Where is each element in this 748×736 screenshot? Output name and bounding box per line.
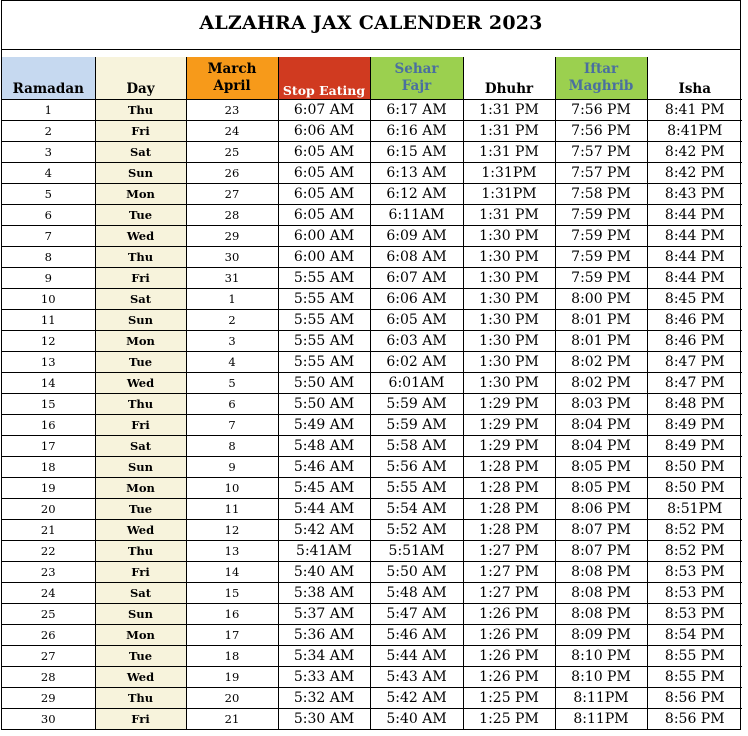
dhuhr-cell: 1:31 PM	[463, 142, 555, 163]
date-cell: 16	[186, 604, 278, 625]
date-cell: 28	[186, 205, 278, 226]
maghrib-cell: 7:57 PM	[555, 142, 647, 163]
date-cell: 23	[186, 100, 278, 121]
dhuhr-cell: 1:30 PM	[463, 226, 555, 247]
ramadan-number-cell: 16	[2, 415, 95, 436]
maghrib-cell: 8:11PM	[555, 709, 647, 730]
maghrib-cell: 7:59 PM	[555, 205, 647, 226]
day-cell: Tue	[95, 499, 186, 520]
fajr-cell: 6:13 AM	[370, 163, 463, 184]
stop-eating-cell: 5:45 AM	[278, 478, 370, 499]
isha-cell: 8:56 PM	[647, 688, 742, 709]
date-cell: 1	[186, 289, 278, 310]
ramadan-number-cell: 22	[2, 541, 95, 562]
date-cell: 30	[186, 247, 278, 268]
fajr-cell: 5:40 AM	[370, 709, 463, 730]
isha-cell: 8:41 PM	[647, 100, 742, 121]
stop-eating-cell: 5:49 AM	[278, 415, 370, 436]
table-row	[2, 436, 742, 457]
stop-eating-cell: 6:05 AM	[278, 142, 370, 163]
isha-cell: 8:45 PM	[647, 289, 742, 310]
date-cell: 19	[186, 667, 278, 688]
maghrib-cell: 7:59 PM	[555, 226, 647, 247]
table-row	[2, 268, 742, 289]
day-cell: Mon	[95, 625, 186, 646]
maghrib-cell: 7:56 PM	[555, 100, 647, 121]
dhuhr-cell: 1:28 PM	[463, 457, 555, 478]
maghrib-cell: 7:56 PM	[555, 121, 647, 142]
stop-eating-cell: 5:30 AM	[278, 709, 370, 730]
day-cell: Sun	[95, 163, 186, 184]
maghrib-cell: 7:58 PM	[555, 184, 647, 205]
isha-cell: 8:52 PM	[647, 520, 742, 541]
isha-cell: 8:44 PM	[647, 226, 742, 247]
dhuhr-cell: 1:25 PM	[463, 688, 555, 709]
day-cell: Tue	[95, 646, 186, 667]
dhuhr-cell: 1:30 PM	[463, 268, 555, 289]
dhuhr-cell: 1:30 PM	[463, 247, 555, 268]
month-header	[186, 57, 278, 100]
date-cell: 13	[186, 541, 278, 562]
ramadan-number-cell: 12	[2, 331, 95, 352]
maghrib-cell: 8:06 PM	[555, 499, 647, 520]
stop-eating-cell: 6:06 AM	[278, 121, 370, 142]
isha-cell: 8:55 PM	[647, 646, 742, 667]
date-cell: 4	[186, 352, 278, 373]
ramadan-number-cell: 5	[2, 184, 95, 205]
day-cell: Sun	[95, 457, 186, 478]
iftar-header	[555, 57, 647, 100]
ramadan-number-cell: 11	[2, 310, 95, 331]
date-cell: 27	[186, 184, 278, 205]
table-row	[2, 478, 742, 499]
table-row	[2, 121, 742, 142]
fajr-cell: 6:15 AM	[370, 142, 463, 163]
table-row	[2, 667, 742, 688]
stop-eating-cell: 5:32 AM	[278, 688, 370, 709]
isha-cell: 8:53 PM	[647, 583, 742, 604]
dhuhr-header: Dhuhr	[463, 57, 555, 100]
table-row	[2, 583, 742, 604]
isha-cell: 8:50 PM	[647, 457, 742, 478]
dhuhr-cell: 1:29 PM	[463, 394, 555, 415]
maghrib-cell: 8:11PM	[555, 688, 647, 709]
maghrib-cell: 8:01 PM	[555, 310, 647, 331]
fajr-cell: 5:59 AM	[370, 394, 463, 415]
dhuhr-cell: 1:30 PM	[463, 373, 555, 394]
fajr-cell: 5:44 AM	[370, 646, 463, 667]
fajr-cell: 5:48 AM	[370, 583, 463, 604]
isha-cell: 8:42 PM	[647, 163, 742, 184]
date-cell: 9	[186, 457, 278, 478]
page-title: ALZAHRA JAX CALENDER 2023	[2, 0, 740, 50]
isha-cell: 8:51PM	[647, 499, 742, 520]
stop-eating-cell: 5:55 AM	[278, 352, 370, 373]
isha-cell: 8:41PM	[647, 121, 742, 142]
isha-cell: 8:49 PM	[647, 415, 742, 436]
dhuhr-cell: 1:27 PM	[463, 562, 555, 583]
fajr-cell: 5:52 AM	[370, 520, 463, 541]
fajr-cell: 5:54 AM	[370, 499, 463, 520]
isha-cell: 8:44 PM	[647, 205, 742, 226]
fajr-cell: 5:46 AM	[370, 625, 463, 646]
table-row	[2, 142, 742, 163]
table-row	[2, 604, 742, 625]
ramadan-number-cell: 3	[2, 142, 95, 163]
date-cell: 15	[186, 583, 278, 604]
ramadan-number-cell: 23	[2, 562, 95, 583]
dhuhr-cell: 1:29 PM	[463, 415, 555, 436]
maghrib-cell: 7:59 PM	[555, 268, 647, 289]
dhuhr-cell: 1:30 PM	[463, 310, 555, 331]
title-gap	[2, 50, 740, 57]
day-cell: Wed	[95, 226, 186, 247]
dhuhr-cell: 1:30 PM	[463, 331, 555, 352]
dhuhr-cell: 1:27 PM	[463, 583, 555, 604]
date-cell: 26	[186, 163, 278, 184]
day-cell: Tue	[95, 205, 186, 226]
dhuhr-cell: 1:26 PM	[463, 625, 555, 646]
ramadan-number-cell: 15	[2, 394, 95, 415]
fajr-cell: 5:47 AM	[370, 604, 463, 625]
dhuhr-cell: 1:26 PM	[463, 667, 555, 688]
ramadan-number-cell: 6	[2, 205, 95, 226]
dhuhr-cell: 1:31 PM	[463, 100, 555, 121]
fajr-cell: 5:51AM	[370, 541, 463, 562]
dhuhr-cell: 1:27 PM	[463, 541, 555, 562]
fajr-cell: 5:59 AM	[370, 415, 463, 436]
iftar-header-line1: Iftar	[583, 60, 619, 77]
stop-eating-cell: 5:55 AM	[278, 268, 370, 289]
maghrib-cell: 8:07 PM	[555, 541, 647, 562]
isha-cell: 8:52 PM	[647, 541, 742, 562]
sehar-header-line1: Sehar	[394, 60, 439, 77]
maghrib-cell: 8:10 PM	[555, 667, 647, 688]
table-row	[2, 541, 742, 562]
stop-eating-cell: 5:44 AM	[278, 499, 370, 520]
dhuhr-cell: 1:29 PM	[463, 436, 555, 457]
maghrib-cell: 8:05 PM	[555, 478, 647, 499]
fajr-cell: 5:58 AM	[370, 436, 463, 457]
stop-eating-cell: 5:41AM	[278, 541, 370, 562]
dhuhr-cell: 1:25 PM	[463, 709, 555, 730]
date-cell: 29	[186, 226, 278, 247]
fajr-cell: 5:56 AM	[370, 457, 463, 478]
dhuhr-cell: 1:30 PM	[463, 289, 555, 310]
table-row	[2, 415, 742, 436]
stop-eating-cell: 5:55 AM	[278, 289, 370, 310]
fajr-cell: 6:16 AM	[370, 121, 463, 142]
dhuhr-cell: 1:31 PM	[463, 205, 555, 226]
isha-cell: 8:46 PM	[647, 331, 742, 352]
stop-eating-cell: 5:36 AM	[278, 625, 370, 646]
maghrib-cell: 8:08 PM	[555, 583, 647, 604]
ramadan-number-cell: 21	[2, 520, 95, 541]
stop-eating-cell: 6:05 AM	[278, 205, 370, 226]
table-row	[2, 310, 742, 331]
day-cell: Fri	[95, 121, 186, 142]
day-cell: Sat	[95, 289, 186, 310]
ramadan-number-cell: 10	[2, 289, 95, 310]
ramadan-number-cell: 2	[2, 121, 95, 142]
isha-cell: 8:44 PM	[647, 268, 742, 289]
dhuhr-cell: 1:26 PM	[463, 646, 555, 667]
date-cell: 7	[186, 415, 278, 436]
maghrib-cell: 7:57 PM	[555, 163, 647, 184]
table-row	[2, 289, 742, 310]
maghrib-cell: 8:01 PM	[555, 331, 647, 352]
stop-eating-cell: 5:48 AM	[278, 436, 370, 457]
isha-cell: 8:47 PM	[647, 373, 742, 394]
isha-cell: 8:48 PM	[647, 394, 742, 415]
header-row	[2, 57, 742, 100]
stop-eating-cell: 5:34 AM	[278, 646, 370, 667]
table-row	[2, 709, 742, 730]
isha-cell: 8:53 PM	[647, 562, 742, 583]
maghrib-cell: 8:07 PM	[555, 520, 647, 541]
day-cell: Fri	[95, 415, 186, 436]
day-cell: Sat	[95, 142, 186, 163]
date-cell: 24	[186, 121, 278, 142]
prayer-times-table	[2, 57, 742, 729]
fajr-cell: 6:07 AM	[370, 268, 463, 289]
isha-cell: 8:46 PM	[647, 310, 742, 331]
fajr-cell: 6:02 AM	[370, 352, 463, 373]
isha-cell: 8:44 PM	[647, 247, 742, 268]
ramadan-number-cell: 18	[2, 457, 95, 478]
day-cell: Mon	[95, 331, 186, 352]
maghrib-cell: 7:59 PM	[555, 247, 647, 268]
month-header-line2: April	[213, 77, 251, 94]
ramadan-number-cell: 26	[2, 625, 95, 646]
table-row	[2, 100, 742, 121]
isha-cell: 8:53 PM	[647, 604, 742, 625]
stop-eating-header: Stop Eating	[278, 57, 370, 100]
ramadan-number-cell: 27	[2, 646, 95, 667]
isha-cell: 8:56 PM	[647, 709, 742, 730]
date-cell: 21	[186, 709, 278, 730]
date-cell: 18	[186, 646, 278, 667]
ramadan-number-cell: 8	[2, 247, 95, 268]
maghrib-cell: 8:04 PM	[555, 415, 647, 436]
day-cell: Thu	[95, 247, 186, 268]
fajr-cell: 6:09 AM	[370, 226, 463, 247]
stop-eating-cell: 5:33 AM	[278, 667, 370, 688]
isha-cell: 8:55 PM	[647, 667, 742, 688]
dhuhr-cell: 1:31PM	[463, 184, 555, 205]
day-cell: Fri	[95, 709, 186, 730]
date-cell: 11	[186, 499, 278, 520]
isha-cell: 8:49 PM	[647, 436, 742, 457]
day-cell: Sun	[95, 604, 186, 625]
date-cell: 2	[186, 310, 278, 331]
day-cell: Tue	[95, 352, 186, 373]
table-row	[2, 184, 742, 205]
fajr-cell: 5:42 AM	[370, 688, 463, 709]
table-row	[2, 688, 742, 709]
month-header-line1: March	[207, 60, 257, 77]
stop-eating-cell: 5:42 AM	[278, 520, 370, 541]
dhuhr-cell: 1:26 PM	[463, 604, 555, 625]
table-row	[2, 331, 742, 352]
day-cell: Thu	[95, 100, 186, 121]
sehar-header-line2: Fajr	[401, 77, 432, 94]
isha-header: Isha	[647, 57, 742, 100]
fajr-cell: 6:11AM	[370, 205, 463, 226]
ramadan-number-cell: 1	[2, 100, 95, 121]
dhuhr-cell: 1:28 PM	[463, 478, 555, 499]
day-cell: Thu	[95, 688, 186, 709]
stop-eating-cell: 5:40 AM	[278, 562, 370, 583]
date-cell: 14	[186, 562, 278, 583]
ramadan-header: Ramadan	[2, 57, 95, 100]
date-cell: 8	[186, 436, 278, 457]
table-row	[2, 394, 742, 415]
table-row	[2, 352, 742, 373]
table-row	[2, 226, 742, 247]
fajr-cell: 6:01AM	[370, 373, 463, 394]
table-row	[2, 520, 742, 541]
day-cell: Mon	[95, 478, 186, 499]
calendar-sheet	[1, 0, 741, 730]
table-row	[2, 205, 742, 226]
stop-eating-cell: 5:37 AM	[278, 604, 370, 625]
isha-cell: 8:42 PM	[647, 142, 742, 163]
isha-cell: 8:50 PM	[647, 478, 742, 499]
date-cell: 20	[186, 688, 278, 709]
table-row	[2, 646, 742, 667]
day-cell: Fri	[95, 562, 186, 583]
day-cell: Sun	[95, 310, 186, 331]
maghrib-cell: 8:08 PM	[555, 562, 647, 583]
day-cell: Sat	[95, 583, 186, 604]
maghrib-cell: 8:02 PM	[555, 352, 647, 373]
maghrib-cell: 8:04 PM	[555, 436, 647, 457]
fajr-cell: 6:05 AM	[370, 310, 463, 331]
stop-eating-cell: 5:50 AM	[278, 373, 370, 394]
day-cell: Sat	[95, 436, 186, 457]
date-cell: 31	[186, 268, 278, 289]
date-cell: 17	[186, 625, 278, 646]
stop-eating-cell: 6:07 AM	[278, 100, 370, 121]
date-cell: 25	[186, 142, 278, 163]
day-cell: Thu	[95, 394, 186, 415]
ramadan-number-cell: 13	[2, 352, 95, 373]
stop-eating-cell: 6:00 AM	[278, 247, 370, 268]
fajr-cell: 5:43 AM	[370, 667, 463, 688]
isha-cell: 8:43 PM	[647, 184, 742, 205]
stop-eating-cell: 6:00 AM	[278, 226, 370, 247]
fajr-cell: 6:03 AM	[370, 331, 463, 352]
date-cell: 10	[186, 478, 278, 499]
table-row	[2, 625, 742, 646]
day-header: Day	[95, 57, 186, 100]
maghrib-cell: 8:09 PM	[555, 625, 647, 646]
day-cell: Thu	[95, 541, 186, 562]
table-row	[2, 247, 742, 268]
ramadan-number-cell: 29	[2, 688, 95, 709]
table-row	[2, 499, 742, 520]
date-cell: 5	[186, 373, 278, 394]
ramadan-number-cell: 20	[2, 499, 95, 520]
date-cell: 3	[186, 331, 278, 352]
date-cell: 6	[186, 394, 278, 415]
maghrib-cell: 8:10 PM	[555, 646, 647, 667]
stop-eating-cell: 5:50 AM	[278, 394, 370, 415]
ramadan-number-cell: 30	[2, 709, 95, 730]
ramadan-number-cell: 17	[2, 436, 95, 457]
dhuhr-cell: 1:30 PM	[463, 352, 555, 373]
maghrib-cell: 8:02 PM	[555, 373, 647, 394]
dhuhr-cell: 1:31 PM	[463, 121, 555, 142]
stop-eating-cell: 5:55 AM	[278, 331, 370, 352]
fajr-cell: 6:06 AM	[370, 289, 463, 310]
ramadan-number-cell: 28	[2, 667, 95, 688]
ramadan-number-cell: 24	[2, 583, 95, 604]
date-cell: 12	[186, 520, 278, 541]
iftar-header-line2: Maghrib	[568, 77, 634, 94]
isha-cell: 8:47 PM	[647, 352, 742, 373]
fajr-cell: 5:50 AM	[370, 562, 463, 583]
ramadan-number-cell: 4	[2, 163, 95, 184]
dhuhr-cell: 1:28 PM	[463, 499, 555, 520]
stop-eating-cell: 5:38 AM	[278, 583, 370, 604]
maghrib-cell: 8:05 PM	[555, 457, 647, 478]
fajr-cell: 5:55 AM	[370, 478, 463, 499]
ramadan-number-cell: 9	[2, 268, 95, 289]
ramadan-number-cell: 25	[2, 604, 95, 625]
stop-eating-cell: 5:46 AM	[278, 457, 370, 478]
ramadan-number-cell: 19	[2, 478, 95, 499]
fajr-cell: 6:17 AM	[370, 100, 463, 121]
table-body	[2, 100, 742, 730]
maghrib-cell: 8:03 PM	[555, 394, 647, 415]
stop-eating-cell: 6:05 AM	[278, 163, 370, 184]
table-row	[2, 163, 742, 184]
dhuhr-cell: 1:28 PM	[463, 520, 555, 541]
stop-eating-cell: 5:55 AM	[278, 310, 370, 331]
table-row	[2, 562, 742, 583]
day-cell: Wed	[95, 373, 186, 394]
table-row	[2, 457, 742, 478]
fajr-cell: 6:12 AM	[370, 184, 463, 205]
fajr-cell: 6:08 AM	[370, 247, 463, 268]
sehar-header	[370, 57, 463, 100]
day-cell: Fri	[95, 268, 186, 289]
day-cell: Mon	[95, 184, 186, 205]
ramadan-number-cell: 7	[2, 226, 95, 247]
table-row	[2, 373, 742, 394]
isha-cell: 8:54 PM	[647, 625, 742, 646]
dhuhr-cell: 1:31PM	[463, 163, 555, 184]
maghrib-cell: 8:00 PM	[555, 289, 647, 310]
maghrib-cell: 8:08 PM	[555, 604, 647, 625]
ramadan-number-cell: 14	[2, 373, 95, 394]
day-cell: Wed	[95, 520, 186, 541]
day-cell: Wed	[95, 667, 186, 688]
stop-eating-cell: 6:05 AM	[278, 184, 370, 205]
